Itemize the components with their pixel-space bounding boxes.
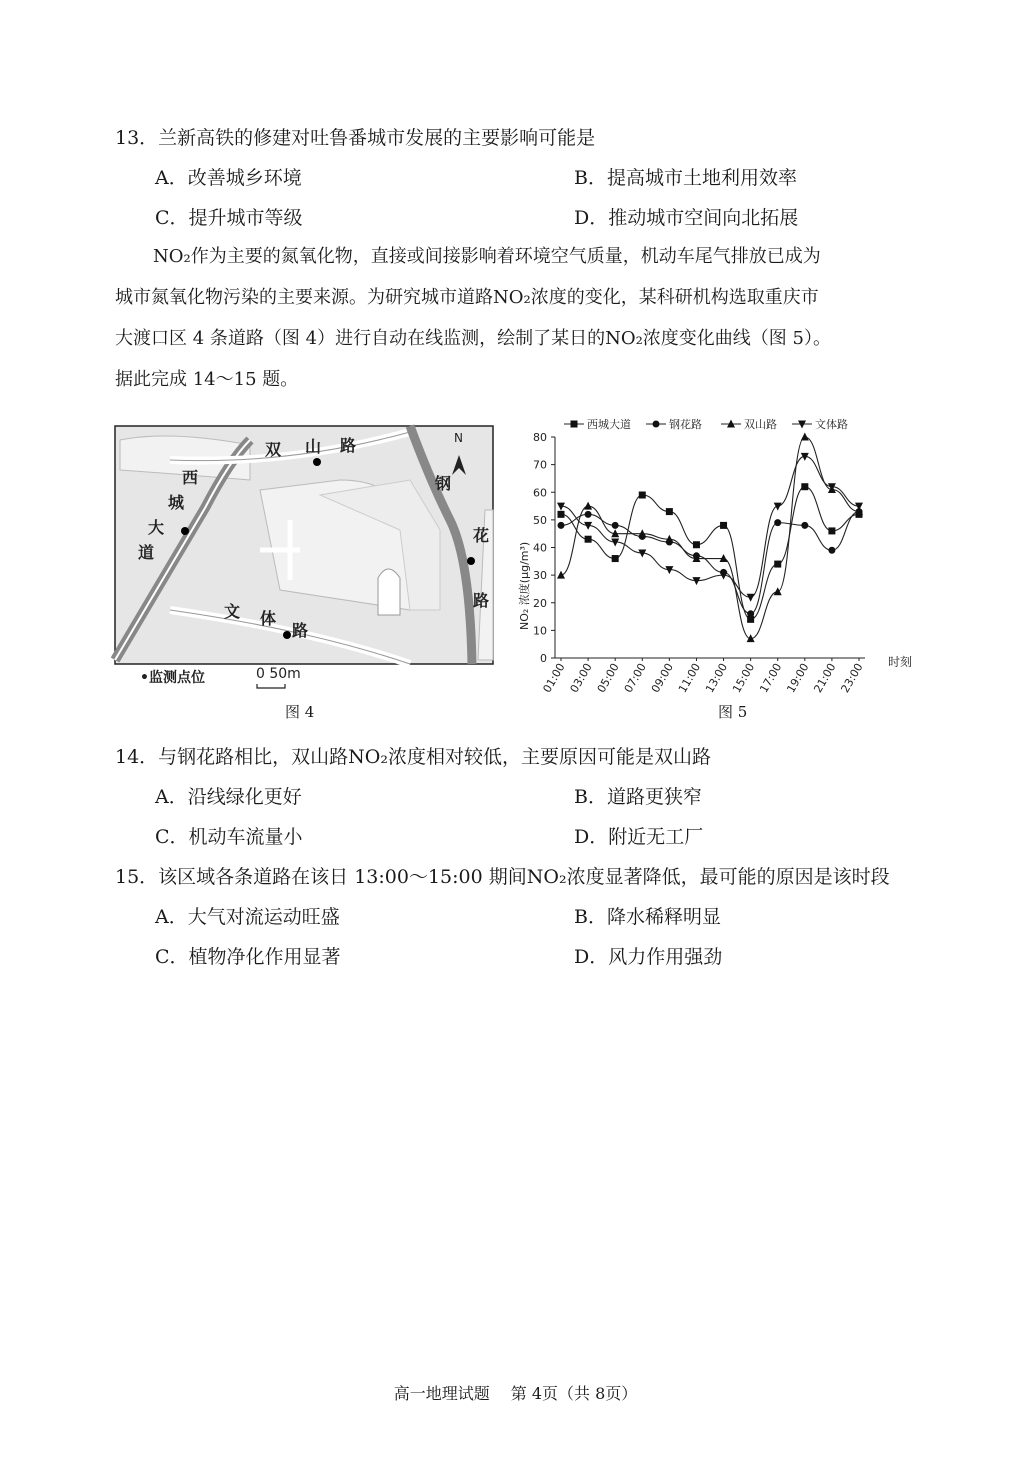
chart-legend [564, 417, 848, 431]
data-point-triangle-down [855, 503, 863, 511]
q14-option-b: B．道路更狭窄 [574, 786, 702, 808]
chart-y-label: NO₂ 浓度(μg/m³) [518, 541, 531, 630]
data-point-circle [774, 519, 781, 526]
page-footer: 高一地理试题 第 4页（共 8页） [393, 1384, 638, 1403]
legend-label: 文体路 [815, 418, 848, 431]
data-point-circle [585, 511, 592, 518]
map-label-wenti-1: 文 [224, 602, 241, 621]
data-point-triangle-down [692, 577, 700, 585]
x-tick-label: 01:00 [540, 661, 568, 695]
x-tick-label: 05:00 [594, 661, 622, 695]
x-tick-label: 09:00 [648, 661, 676, 695]
data-point-square [558, 511, 565, 518]
road-map-figure [110, 420, 500, 695]
data-point-circle [747, 610, 754, 617]
figure-5-caption: 图 5 [718, 703, 748, 721]
map-label-xicheng-3: 大 [148, 518, 165, 537]
monitor-point-ganghua [467, 557, 475, 565]
q14-option-d: D．附近无工厂 [574, 826, 704, 848]
data-point-triangle-down [747, 594, 755, 602]
map-label-xicheng-2: 城 [168, 493, 185, 512]
x-tick-label: 03:00 [567, 661, 595, 695]
q13-option-b: B．提高城市土地利用效率 [574, 167, 797, 189]
legend-label: 双山路 [744, 418, 777, 431]
x-tick-label: 23:00 [838, 661, 866, 695]
passage-line-1: NO₂作为主要的氮氧化物，直接或间接影响着环境空气质量，机动车尾气排放已成为 [153, 246, 821, 267]
q15-option-c: C．植物净化作用显著 [155, 946, 341, 968]
data-point-square [612, 555, 619, 562]
map-label-shuangshan-1: 双 [265, 440, 282, 459]
question-15-stem: 15．该区域各条道路在该日 13:00～15:00 期间NO₂浓度显著降低，最可能的原因是该时段 [115, 866, 890, 888]
passage-line-2: 城市氮氧化物污染的主要来源。为研究城市道路NO₂浓度的变化，某科研机构选取重庆市 [115, 287, 819, 308]
map-label-xicheng-4: 道 [138, 543, 155, 562]
data-point-circle [801, 522, 808, 529]
x-tick-label: 15:00 [730, 661, 758, 695]
q14-option-c: C．机动车流量小 [155, 826, 303, 848]
y-tick-label: 50 [533, 513, 547, 527]
data-point-circle [612, 522, 619, 529]
data-point-square [801, 483, 808, 490]
data-point-square [774, 561, 781, 568]
x-tick-label: 07:00 [621, 661, 649, 695]
map-label-ganghua-1: 钢 [435, 474, 452, 493]
chart-plot-area [557, 433, 863, 643]
data-point-square [693, 541, 700, 548]
map-label-wenti-3: 路 [292, 621, 309, 640]
data-point-square [828, 527, 835, 534]
q14-option-a: A．沿线绿化更好 [155, 786, 302, 808]
data-point-square [639, 492, 646, 499]
no2-line-chart [500, 410, 920, 700]
x-tick-label: 13:00 [703, 661, 731, 695]
y-tick-label: 40 [533, 541, 547, 555]
series-line [561, 487, 859, 620]
map-label-wenti-2: 体 [260, 609, 277, 628]
data-point-circle [558, 522, 565, 529]
legend-label: 钢花路 [669, 418, 702, 431]
chart-y-axis [533, 431, 555, 665]
q15-option-d: D．风力作用强劲 [574, 946, 723, 968]
chart-x-axis [540, 658, 865, 695]
y-tick-label: 10 [533, 624, 547, 638]
map-label-shuangshan-2: 山 [305, 437, 322, 456]
question-14-stem: 14．与钢花路相比，双山路NO₂浓度相对较低，主要原因可能是双山路 [115, 746, 711, 768]
data-point-triangle-down [774, 503, 782, 511]
y-tick-label: 20 [533, 596, 547, 610]
map-label-ganghua-3: 路 [473, 591, 490, 610]
data-point-square [585, 536, 592, 543]
north-label: N [454, 431, 463, 445]
passage-line-3: 大渡口区 4 条道路（图 4）进行自动在线监测，绘制了某日的NO₂浓度变化曲线（图 5）。 [115, 328, 831, 349]
x-tick-label: 11:00 [675, 661, 704, 695]
figure-4-caption: 图 4 [285, 703, 315, 721]
y-tick-label: 30 [533, 569, 547, 583]
y-tick-label: 0 [540, 652, 547, 665]
passage-line-4: 据此完成 14～15 题。 [115, 369, 299, 390]
q15-option-a: A．大气对流运动旺盛 [155, 906, 340, 928]
map-scale-label: 0 50m [256, 666, 301, 682]
chart-x-label: 时刻 [888, 655, 913, 669]
data-point-circle [653, 421, 660, 428]
q13-option-a: A．改善城乡环境 [155, 167, 302, 189]
scale-bar [257, 684, 285, 688]
map-label-xicheng-1: 西 [182, 468, 199, 487]
map-legend: •监测点位 [140, 670, 205, 686]
data-point-circle [828, 547, 835, 554]
data-point-triangle-up [801, 433, 809, 441]
map-label-ganghua-2: 花 [473, 526, 490, 545]
q13-option-c: C．提升城市等级 [155, 207, 303, 229]
data-point-triangle-up [584, 502, 592, 510]
data-point-square [571, 421, 578, 428]
y-tick-label: 60 [533, 486, 547, 500]
x-tick-label: 19:00 [784, 661, 812, 695]
y-tick-label: 70 [533, 458, 547, 472]
question-13-stem: 13．兰新高铁的修建对吐鲁番城市发展的主要影响可能是 [115, 127, 596, 149]
data-point-square [666, 508, 673, 515]
legend-label: 西城大道 [587, 418, 631, 431]
q13-option-d: D．推动城市空间向北拓展 [574, 207, 799, 229]
x-tick-label: 17:00 [757, 661, 785, 695]
q15-option-b: B．降水稀释明显 [574, 906, 721, 928]
monitor-point-shuangshan [313, 458, 321, 466]
monitor-point-wenti [283, 631, 291, 639]
map-block [378, 569, 400, 615]
map-label-shuangshan-3: 路 [340, 436, 357, 455]
y-tick-label: 80 [533, 431, 547, 444]
data-point-square [720, 522, 727, 529]
monitor-point-xicheng [181, 527, 189, 535]
x-tick-label: 21:00 [811, 661, 839, 695]
